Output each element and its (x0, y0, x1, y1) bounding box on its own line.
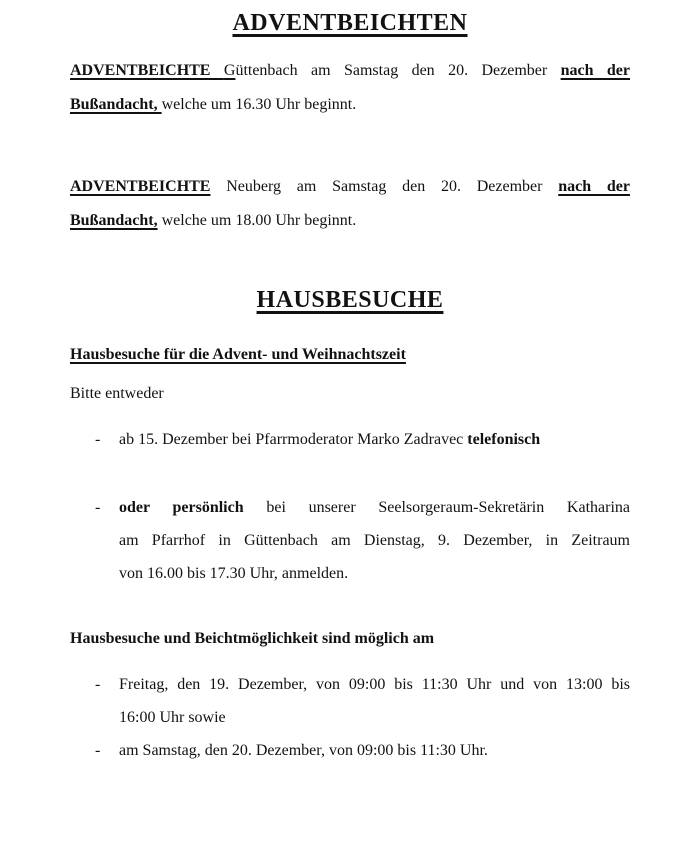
list-item-text: am Samstag, den 20. Dezember, von 09:00 bis 11:30 Uhr. (119, 742, 488, 759)
list-item-text (119, 668, 630, 734)
list-item-samstag (70, 734, 630, 767)
text-line (70, 204, 630, 238)
heading-text: HAUSBESUCHE (256, 287, 444, 313)
text-segment: Neuberg am Samstag den 20. Dezember (210, 178, 559, 195)
bullet-dash: - (95, 742, 101, 759)
text-segment: telefonisch (467, 431, 541, 448)
list-item-text (119, 491, 630, 590)
text-segment: ADVENTBEICHTE (70, 178, 211, 195)
list-item-telefonisch (70, 423, 630, 457)
bullet-list-anmeldung (70, 423, 630, 590)
text-segment: Bußandacht, (70, 96, 162, 113)
bullet-dash: - (95, 431, 101, 448)
text-segment: G (223, 62, 236, 79)
text-line: 16:00 Uhr sowie (119, 709, 226, 726)
text-segment: Bußandacht, (70, 212, 158, 229)
list-item-freitag (70, 668, 630, 734)
heading-beichtmoeglichkeit: Hausbesuche und Beichtmöglichkeit sind möglich am (70, 630, 435, 647)
text-segment: welche um 18.00 Uhr beginnt. (157, 212, 357, 229)
list-item-persoenlich (70, 491, 630, 590)
text-line (119, 491, 630, 524)
text-segment: nach der (558, 178, 630, 195)
text-segment: ADVENTBEICHTE (70, 62, 224, 79)
text-line: am Pfarrhof in Güttenbach am Dienstag, 9. Dezember, in Zeitraum (119, 532, 630, 549)
text-line (70, 88, 630, 122)
list-item-text (119, 431, 540, 448)
text-line: von 16.00 bis 17.30 Uhr, anmelden. (119, 565, 349, 582)
heading-hausbesuche (70, 284, 630, 316)
subheading-text: Hausbesuche für die Advent- und Weihnachtszeit (70, 346, 406, 363)
text-segment: nach der (560, 62, 631, 79)
bullet-dash: - (95, 676, 101, 693)
title-text: ADVENTBEICHTEN (232, 10, 468, 36)
text-line: Freitag, den 19. Dezember, von 09:00 bis 11:30 Uhr und von 13:00 bis (119, 676, 630, 693)
text-line (70, 170, 630, 204)
text-segment: üttenbach am Samstag den 20. Dezember (235, 62, 561, 79)
paragraph-adventbeichte-guettenbach (70, 54, 630, 122)
text-segment: welche um 16.30 Uhr beginnt. (161, 96, 357, 113)
text-segment: ab 15. Dezember bei Pfarrmoderator Marko Zadravec (119, 431, 468, 448)
text-line (70, 54, 630, 88)
intro-bitte-entweder: Bitte entweder (70, 385, 164, 402)
paragraph-adventbeichte-neuberg (70, 170, 630, 238)
text-segment: oder persönlich (119, 499, 244, 516)
title-adventbeichten (70, 8, 630, 38)
text-segment: bei unserer Seelsorgeraum-Sekretärin Katharina (243, 499, 631, 516)
bullet-list-termine (70, 668, 630, 767)
bullet-dash: - (95, 499, 101, 516)
subheading-hausbesuche-adventzeit (70, 342, 630, 368)
